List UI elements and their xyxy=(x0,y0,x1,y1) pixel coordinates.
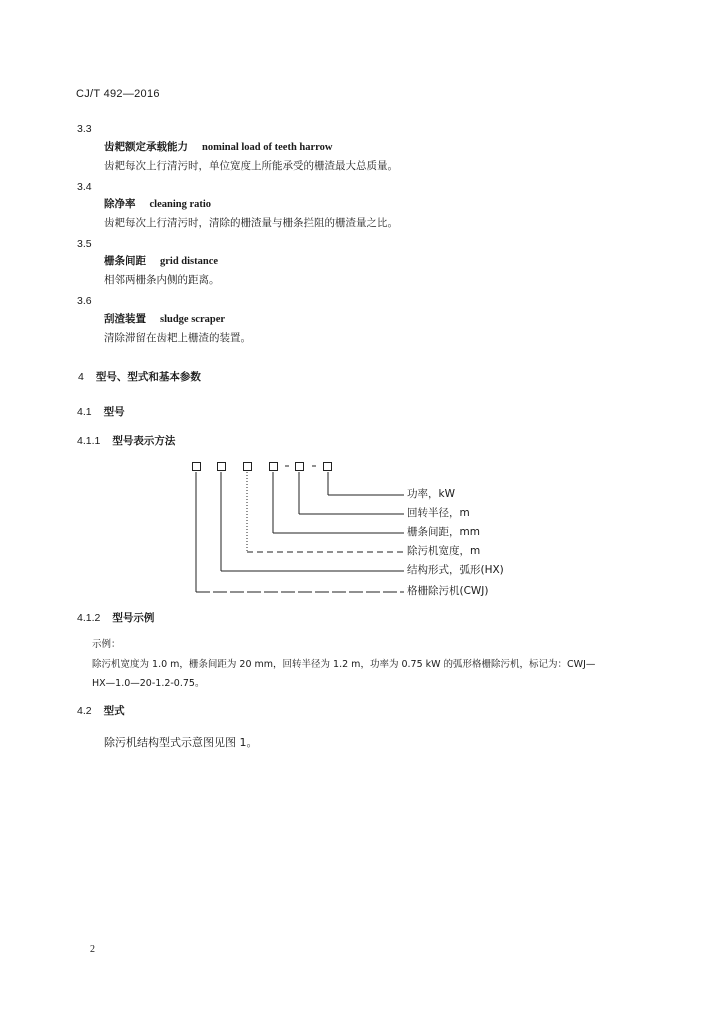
term-definition: 齿耙每次上行清污时，单位宽度上所能承受的栅渣最大总质量。 xyxy=(104,160,398,172)
diagram-label-grid-distance: 栅条间距，mm xyxy=(407,526,480,538)
section-heading: 4 型号、型式和基本参数 xyxy=(78,371,201,383)
designation-box xyxy=(323,462,332,471)
designation-box xyxy=(243,462,252,471)
term-zh: 刮渣装置 xyxy=(104,313,146,325)
term-definition: 清除滞留在齿耙上栅渣的装置。 xyxy=(104,332,251,344)
diagram-label-machine: 格栅除污机(CWJ) xyxy=(407,585,489,597)
term-definition: 齿耙每次上行清污时，清除的栅渣量与栅条拦阻的栅渣量之比。 xyxy=(104,217,398,229)
section-heading: 4.1.1 型号表示方法 xyxy=(77,435,176,447)
term-number: 3.4 xyxy=(77,181,92,193)
designation-box xyxy=(295,462,304,471)
section-heading: 4.1.2 型号示例 xyxy=(77,612,155,624)
section-heading: 4.1 型号 xyxy=(77,406,125,418)
term-en: grid distance xyxy=(160,256,219,267)
section-heading: 4.2 型式 xyxy=(77,705,125,717)
designation-box xyxy=(217,462,226,471)
term-en: nominal load of teeth harrow xyxy=(202,142,333,153)
term-number: 3.3 xyxy=(77,123,92,135)
term-zh: 齿耙额定承载能力 xyxy=(104,141,188,153)
diagram-label-radius: 回转半径，m xyxy=(407,507,470,519)
term-zh: 栅条间距 xyxy=(104,255,146,267)
term-number: 3.5 xyxy=(77,238,92,250)
paragraph: 除污机结构型式示意图见图 1。 xyxy=(104,736,258,749)
designation-box xyxy=(269,462,278,471)
designation-box xyxy=(192,462,201,471)
term-number: 3.6 xyxy=(77,295,92,307)
term-zh: 除净率 xyxy=(104,198,136,210)
standard-code: CJ/T 492—2016 xyxy=(76,88,160,100)
example-text: HX—1.0—20-1.2-0.75。 xyxy=(92,678,205,689)
term-definition: 相邻两栅条内侧的距离。 xyxy=(104,274,220,286)
diagram-label-structure: 结构形式，弧形(HX) xyxy=(407,564,504,576)
example-label: 示例： xyxy=(92,639,121,650)
example-text: 除污机宽度为 1.0 m，栅条间距为 20 mm，回转半径为 1.2 m，功率为 0.75 kW 的弧形格栅除污机，标记为：CWJ— xyxy=(92,659,596,670)
term-en: cleaning ratio xyxy=(149,199,212,210)
page-number: 2 xyxy=(90,944,95,955)
diagram-label-width: 除污机宽度，m xyxy=(407,545,481,557)
diagram-label-power: 功率，kW xyxy=(407,488,455,500)
term-en: sludge scraper xyxy=(160,314,226,325)
